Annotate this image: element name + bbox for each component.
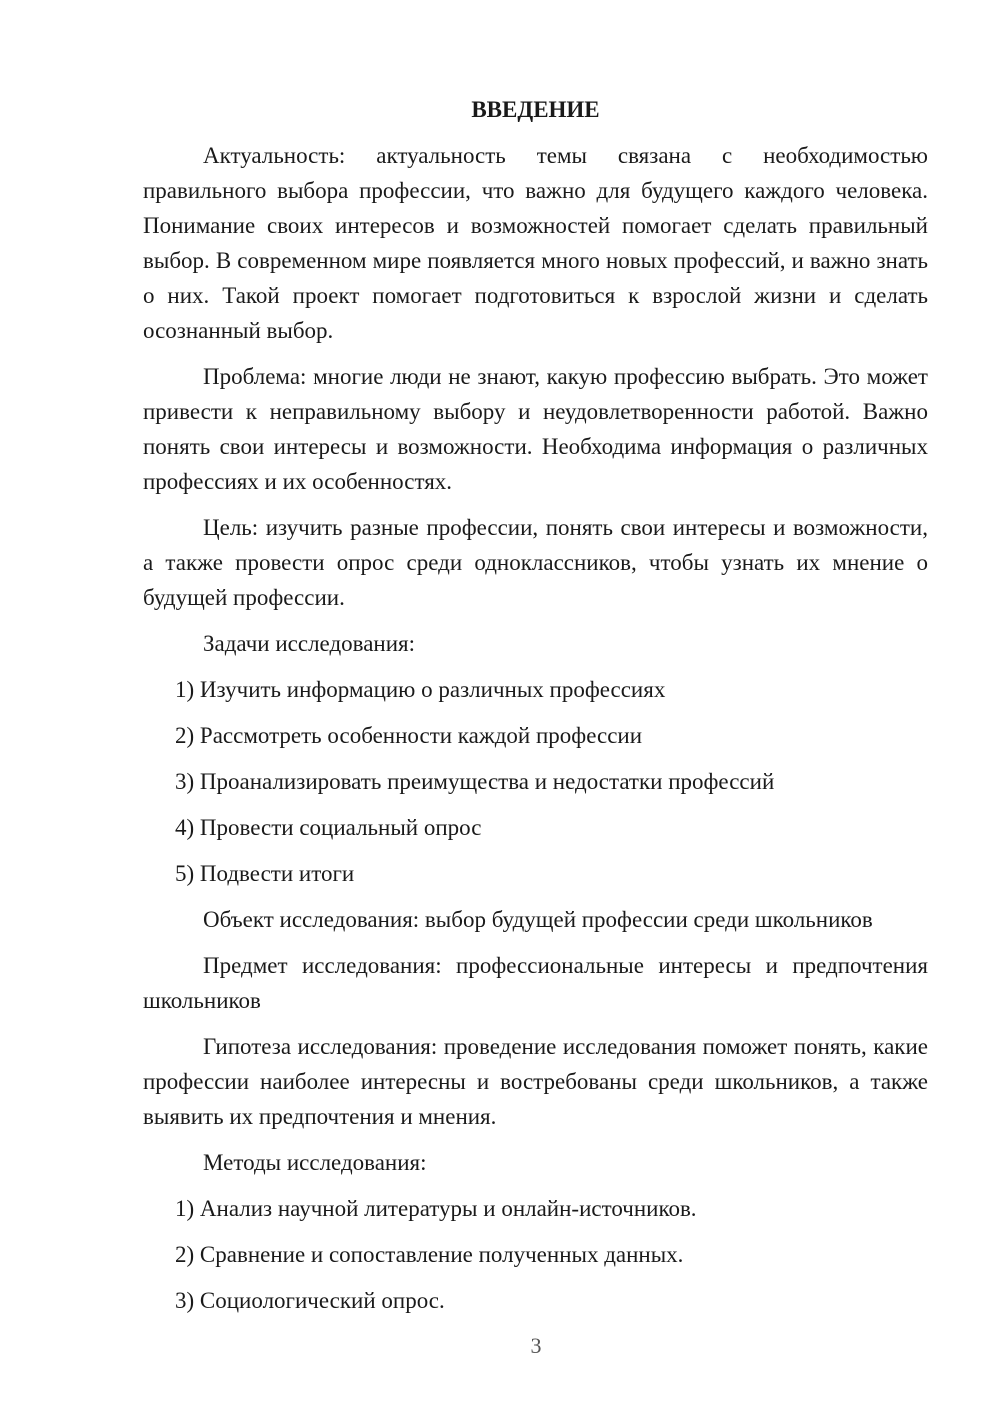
task-item: 2) Рассмотреть особенности каждой профессии xyxy=(175,723,643,748)
problem-paragraph: Проблема: многие люди не знают, какую профессию выбрать. Это может привести к неправильному выбору и неудовлетворенности работой. Важно понять свои интересы и возможности. Необходима информация о различных профессиях и их особенностях. xyxy=(143,364,928,494)
task-item: 5) Подвести итоги xyxy=(175,861,355,886)
tasks-heading: Задачи исследования: xyxy=(203,631,416,656)
hypothesis-paragraph: Гипотеза исследования: проведение исследования поможет понять, какие профессии наиболее интересны и востребованы среди школьников, а также выявить их предпочтения и мнения. xyxy=(143,1034,928,1129)
subject-paragraph: Предмет исследования: профессиональные интересы и предпочтения школьников xyxy=(143,953,928,1013)
method-item: 3) Социологический опрос. xyxy=(175,1288,445,1313)
method-item: 1) Анализ научной литературы и онлайн-источников. xyxy=(175,1196,697,1221)
page-content xyxy=(143,92,928,1329)
methods-heading: Методы исследования: xyxy=(203,1150,427,1175)
page-number: 3 xyxy=(530,1333,542,1358)
relevance-paragraph: Актуальность: актуальность темы связана с необходимостью правильного выбора профессии, что важно для будущего каждого человека. Понимание своих интересов и возможностей помогает сделать правильный выбор. В современном мире появляется много новых профессий, и важно знать о них. Такой проект помогает подготовиться к взрослой жизни и сделать осознанный выбор. xyxy=(143,143,928,343)
task-item: 4) Провести социальный опрос xyxy=(175,815,482,840)
section-title: ВВЕДЕНИЕ xyxy=(471,97,600,122)
method-item: 2) Сравнение и сопоставление полученных данных. xyxy=(175,1242,684,1267)
goal-paragraph: Цель: изучить разные профессии, понять свои интересы и возможности, а также провести опрос среди одноклассников, чтобы узнать их мнение о будущей профессии. xyxy=(143,515,928,610)
task-item: 1) Изучить информацию о различных профессиях xyxy=(175,677,666,702)
task-item: 3) Проанализировать преимущества и недостатки профессий xyxy=(175,769,775,794)
object-paragraph: Объект исследования: выбор будущей профессии среди школьников xyxy=(203,907,873,932)
